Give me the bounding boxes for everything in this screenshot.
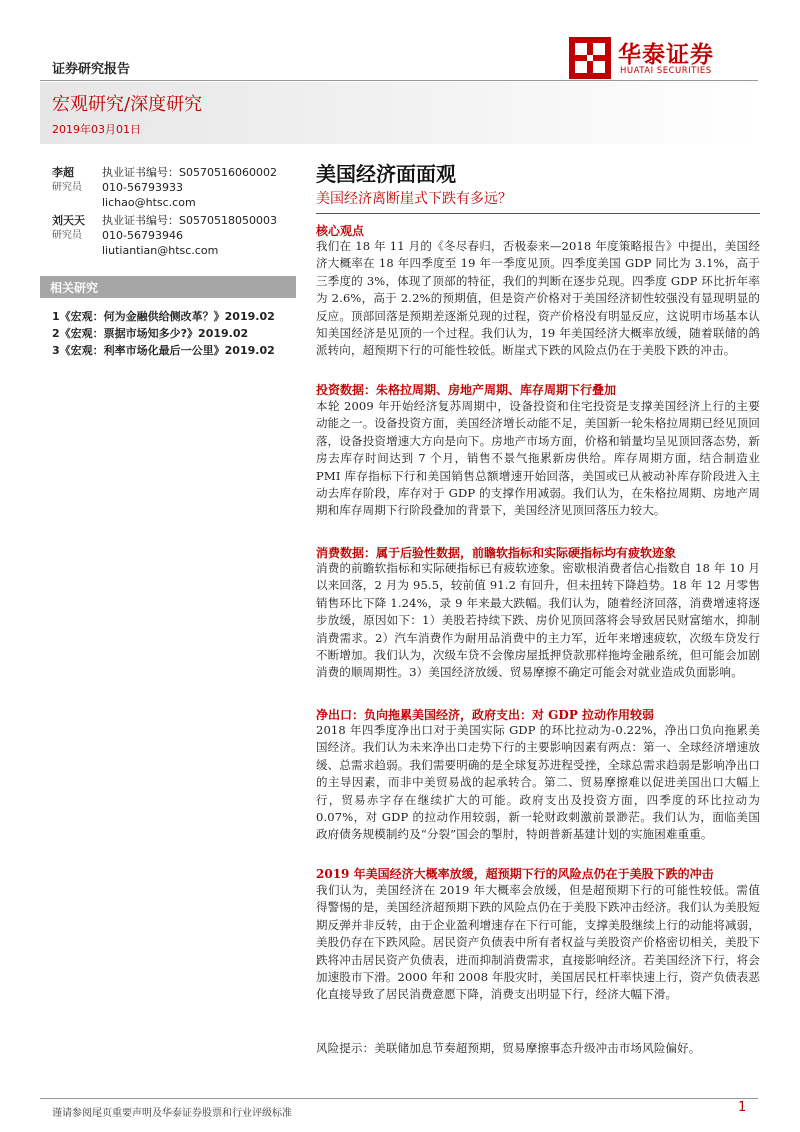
analyst-role: 研究员 xyxy=(52,182,82,193)
logo-text-cn: 华泰证券 xyxy=(618,42,714,68)
page-number: 1 xyxy=(738,1100,747,1115)
analyst-role: 研究员 xyxy=(52,230,82,241)
section-heading: 核心观点 xyxy=(316,224,365,238)
section-body: 我们在 18 年 11 月的《冬尽春归，否极泰来—2018 年度策略报告》中提出，美国经济大概率在 18 年四季度至 19 年一季度见顶。四季度美国 GDP 同比为 3.1%，高于三季度的 3%，体现了顶部的特征，我们的判断在逐步兑现。四季度 GDP 环比折年率为 2.6%，高于 2.2%的预期值，但是资产价格对于美国经济韧性较强没有显现明显的反应。顶部回落是预期差逐渐兑现的过程，资产价格没有明显反应，这说明市场基本认知美国经济是见顶的一个过程。我们认为，19 年美国经济大概率放缓，随着联储的鸽派转向，超预期下行的可能性较低。断崖式下跌的风险点仍在于美股下跌的冲击。 xyxy=(316,239,760,358)
analyst-phone: 010-56793933 xyxy=(102,181,183,194)
report-subtitle: 美国经济离断崖式下跌有多远？ xyxy=(316,191,512,207)
section-body: 我们认为，美国经济在 2019 年大概率会放缓，但是超预期下行的可能性较低。需值得警惕的是，美国经济超预期下跌的风险点仍在于美股下跌冲击经济。我们认为美股短期反弹并非反转，由于企业盈利增速存在下行可能，支撑美股继续上行的动能将减弱，美股仍存在下跌风险。居民资产负债表中所有者权益与美股资产价格密切相关，美股下跌将冲击居民资产负债表，进而抑制消费需求，直接影响经济。若美国经济下行，将会加速股市下滑。2000 年和 2008 年股灾时，美国居民杠杆率快速上行，资产负债表恶化直接导致了居民消费意愿下降，消费支出明显下行，经济大幅下滑。 xyxy=(316,883,760,1002)
footer-divider xyxy=(40,1098,758,1099)
analyst-name: 刘天天 xyxy=(52,214,85,227)
related-research-item[interactable]: 3《宏观：利率市场化最后一公里》2019.02 xyxy=(52,344,275,357)
footer-disclaimer[interactable]: 谨请参阅尾页重要声明及华泰证券股票和行业评级标准 xyxy=(52,1108,292,1119)
analyst-email[interactable]: liutiantian@htsc.com xyxy=(102,244,219,257)
section-heading: 2019 年美国经济大概率放缓，超预期下行的风险点仍在于美股下跌的冲击 xyxy=(316,867,714,881)
related-research-item[interactable]: 1《宏观：何为金融供给侧改革？》2019.02 xyxy=(52,310,275,323)
report-title: 美国经济面面观 xyxy=(316,162,456,186)
section-body: 2018 年四季度净出口对于美国实际 GDP 的环比拉动为-0.22%，净出口负向拖累美国经济。我们认为未来净出口走势下行的主要影响因素有两点：第一、全球经济增速放缓、总需求趋弱。我们需要明确的是全球复苏进程受挫，全球总需求趋弱是影响净出口的主导因素，而非中美贸易战的起承转合。第二、贸易摩擦难以促进美国出口大幅上行，贸易赤字存在继续扩大的可能。政府支出及投资方面，四季度的环比拉动为 0.07%，对 GDP 的拉动作用较弱，新一轮财政刺激前景渺茫。我们认为，面临美国政府债务规模制约及“分裂”国会的掣肘，特朗普新基建计划的实施困难重重。 xyxy=(316,723,760,842)
section-heading: 净出口：负向拖累美国经济，政府支出：对 GDP 拉动作用较弱 xyxy=(316,708,655,722)
report-category: 宏观研究/深度研究 xyxy=(52,94,203,115)
analyst-name: 李超 xyxy=(52,166,74,179)
section-heading: 消费数据：属于后验性数据，前瞻软指标和实际硬指标均有疲软迹象 xyxy=(316,546,677,560)
report-date: 2019年03月01日 xyxy=(52,123,141,136)
logo-text-en: HUATAI SECURITIES xyxy=(620,66,712,76)
related-research-list xyxy=(52,308,302,359)
report-type: 证券研究报告 xyxy=(52,62,131,77)
related-research-item[interactable]: 2《宏观：票据市场知多少?》2019.02 xyxy=(52,327,249,340)
analyst-cert: 执业证书编号：S0570516060002 xyxy=(102,166,277,179)
huatai-logo-icon xyxy=(568,36,612,80)
risk-warning: 风险提示：美联储加息节奏超预期，贸易摩擦事态升级冲击市场风险偏好。 xyxy=(316,1041,701,1055)
section-body: 本轮 2009 年开始经济复苏周期中，设备投资和住宅投资是支撑美国经济上行的主要动能之一。设备投资方面，美国经济增长动能不足，美国新一轮朱格拉周期已经见顶回落，设备投资增速大方向是向下。房地产市场方面，价格和销量均呈见顶回落态势，新房去库存时间达到 7 个月，销售不景气拖累新房供给。库存周期方面，结合制造业 PMI 库存指标下行和美国销售总额增速开始回落，美国或已从被动补库存阶段进入主动去库存阶段，库存对于 GDP 的支撑作用减弱。我们认为，在朱格拉周期、房地产周期和库存周期下行阶段叠加的背景下，美国经济见顶回落压力较大。 xyxy=(316,399,760,518)
analyst-cert: 执业证书编号：S0570518050003 xyxy=(102,214,277,227)
section-body: 消费的前瞻软指标和实际硬指标已有疲软迹象。密歇根消费者信心指数自 18 年 10 月以来回落，2 月为 95.5，较前值 91.2 有回升，但未扭转下降趋势。18 年 12 月零售销售环比下降 1.24%，录 9 年来最大跌幅。我们认为，随着经济回落，消费增速将逐步放缓，原因如下：1）美股若持续下跌、房价见顶回落将会导致居民财富缩水，抑制消费需求。2）汽车消费作为耐用品消费中的主力军，近年来增速疲软，次级车贷发行不断增加。我们认为，次级车贷不会像房屋抵押贷款那样拖垮金融系统，但可能会加剧消费的顺周期性。3）美国经济放缓、贸易摩擦不确定可能会对就业造成负面影响。 xyxy=(316,561,760,680)
related-research-title: 相关研究 xyxy=(50,281,99,295)
section-heading: 投资数据：朱格拉周期、房地产周期、库存周期下行叠加 xyxy=(316,383,617,397)
huatai-logo xyxy=(568,36,758,82)
header-divider xyxy=(40,80,758,81)
analyst-phone: 010-56793946 xyxy=(102,229,183,242)
title-divider xyxy=(316,213,760,214)
analyst-email[interactable]: lichao@htsc.com xyxy=(102,196,196,209)
